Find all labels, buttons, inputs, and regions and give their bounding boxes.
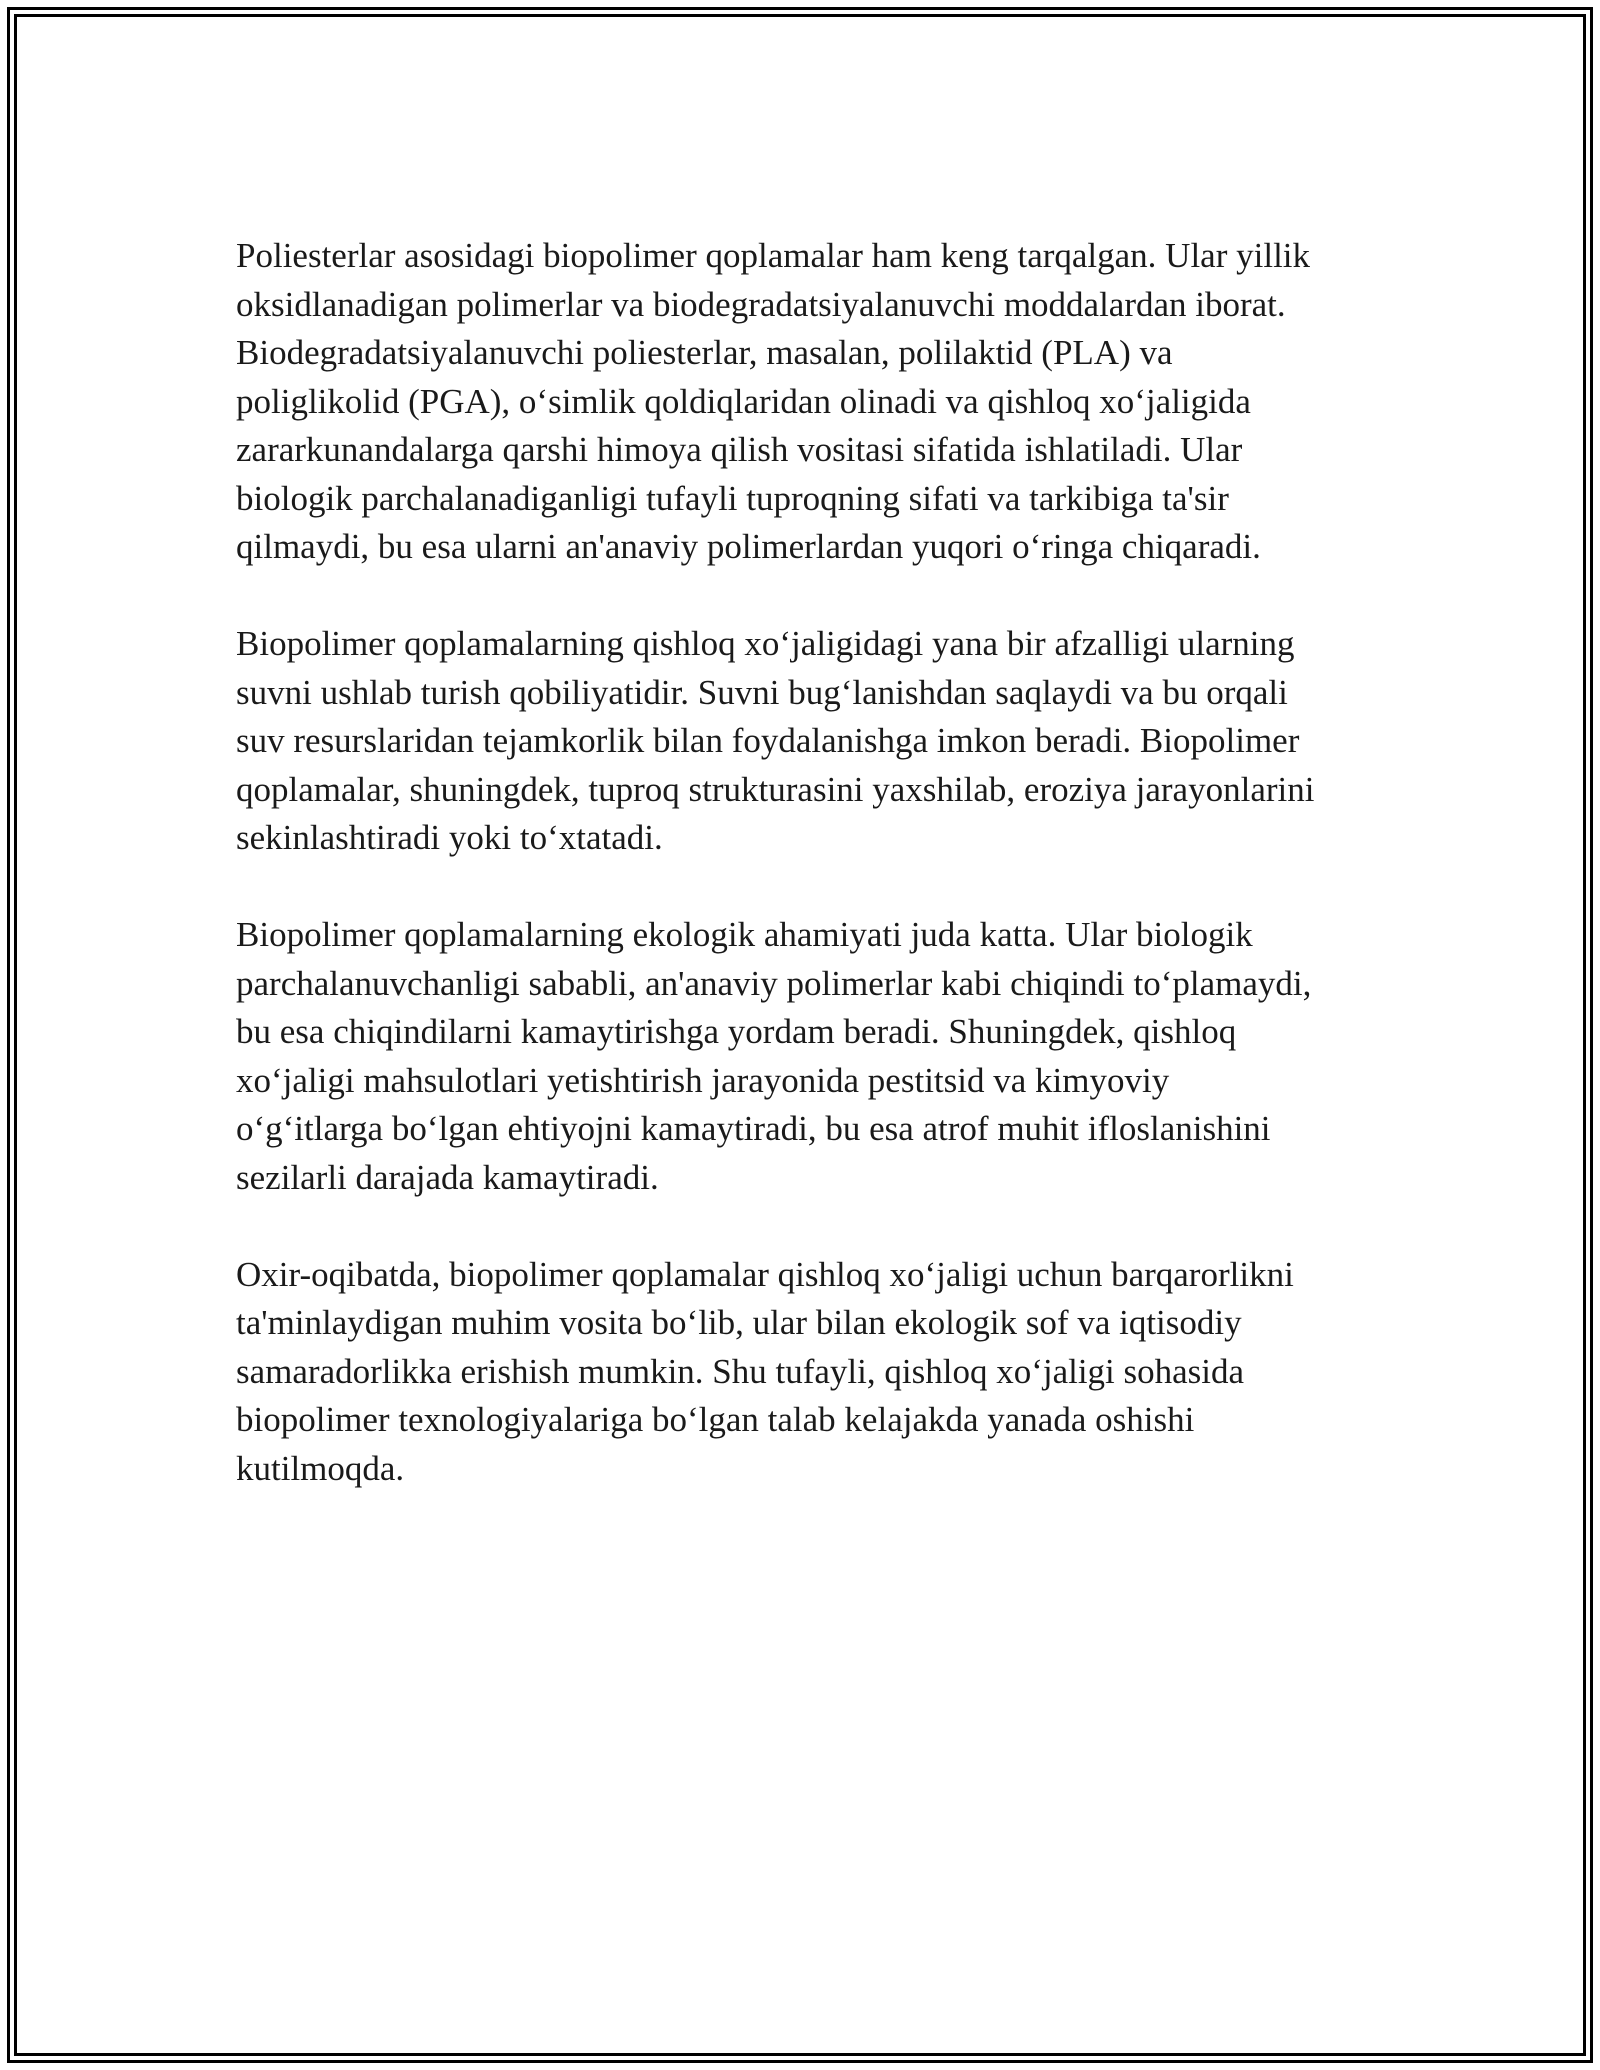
paragraph-1: Poliesterlar asosidagi biopolimer qoplamalar ham keng tarqalgan. Ular yillik oksidlanadigan polimerlar va biodegradatsiyalanuvchi moddalardan iborat. Biodegradatsiyalanuvchi poliesterlar, masalan, polilaktid (PLA) va poliglikolid (PGA), o‘simlik qoldiqlaridan olinadi va qishloq xo‘jaligida zararkunandalarga qarshi himoya qilish vositasi sifatida ishlatiladi. Ular biologik parchalanadiganligi tufayli tuproqning sifati va tarkibiga ta'sir qilmaydi, bu esa ularni an'anaviy polimerlardan yuqori o‘ringa chiqaradi. bbox=[236, 236, 1311, 566]
paragraph-2: Biopolimer qoplamalarning qishloq xo‘jaligidagi yana bir afzalligi ularning suvni ushlab turish qobiliyatidir. Suvni bug‘lanishdan saqlaydi va bu orqali suv resurslaridan tejamkorlik bilan foydalanishga imkon beradi. Biopolimer qoplamalar, shuningdek, tuproq strukturasini yaxshilab, eroziya jarayonlarini sekinlashtiradi yoki to‘xtatadi. bbox=[236, 624, 1315, 857]
document-body bbox=[236, 232, 1386, 1542]
paragraph-4: Oxir-oqibatda, biopolimer qoplamalar qishloq xo‘jaligi uchun barqarorlikni ta'minlaydigan muhim vosita bo‘lib, ular bilan ekologik sof va iqtisodiy samaradorlikka erishish mumkin. Shu tufayli, qishloq xo‘jaligi sohasida biopolimer texnologiyalariga bo‘lgan talab kelajakda yanada oshishi kutilmoqda. bbox=[236, 1254, 1294, 1488]
paragraph-3: Biopolimer qoplamalarning ekologik ahamiyati juda katta. Ular biologik parchalanuvchanligi sababli, an'anaviy polimerlar kabi chiqindi to‘plamaydi, bu esa chiqindilarni kamaytirishga yordam beradi. Shuningdek, qishloq xo‘jaligi mahsulotlari yetishtirish jarayonida pestitsid va kimyoviy o‘g‘itlarga bo‘lgan ehtiyojni kamaytiradi, bu esa atrof muhit ifloslanishini sezilarli darajada kamaytiradi. bbox=[236, 915, 1312, 1197]
